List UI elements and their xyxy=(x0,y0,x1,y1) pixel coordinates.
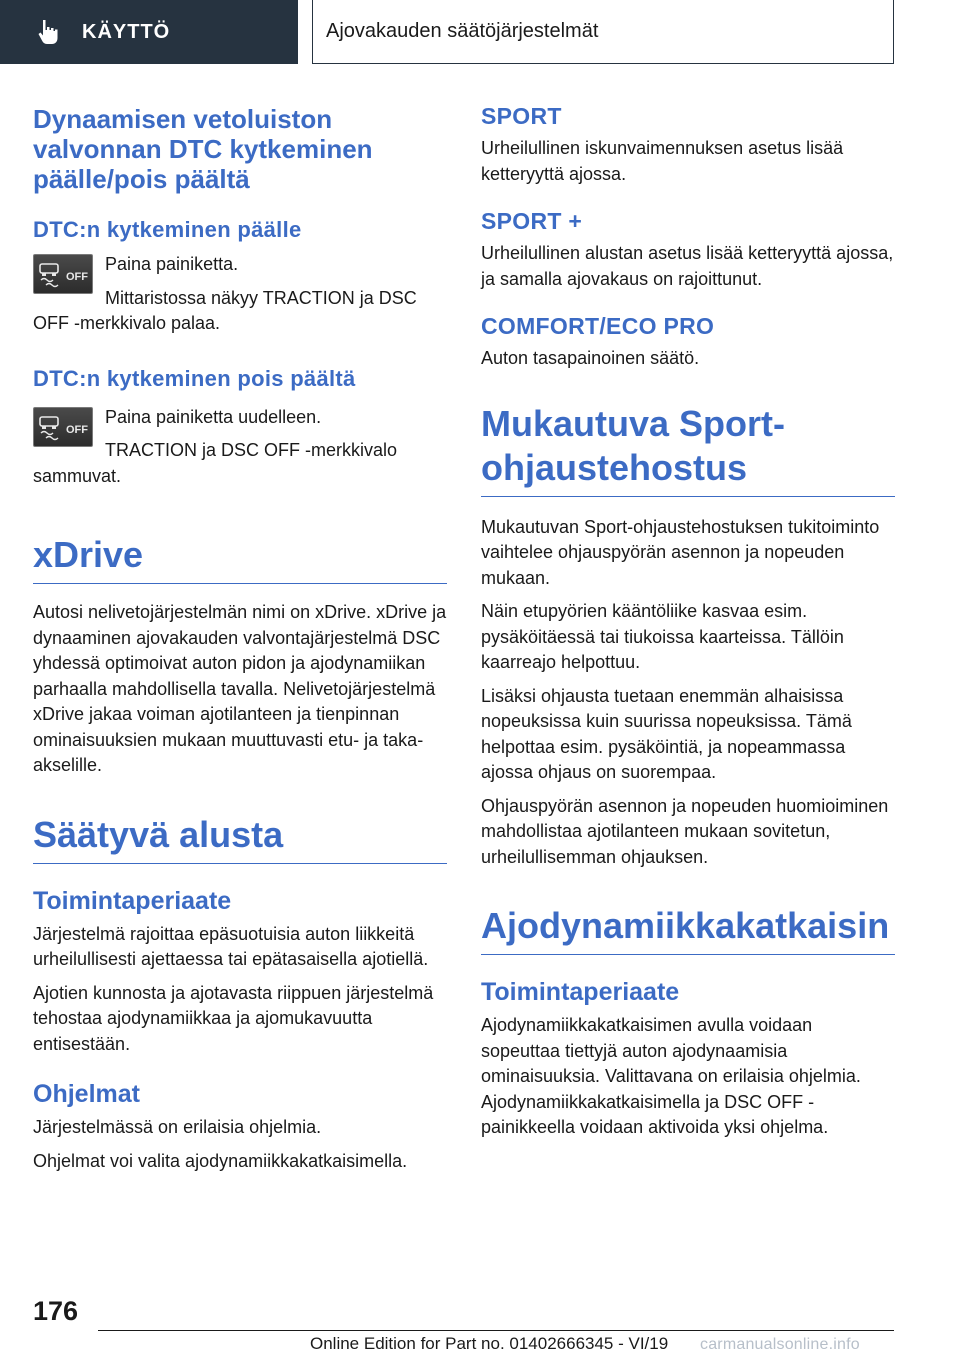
icon-off-text: OFF xyxy=(66,271,88,283)
switch-heading: Ajodynamiikkakatkaisin xyxy=(481,904,895,955)
alusta-heading: Säätyvä alusta xyxy=(33,813,447,864)
chapter-title: Ajovakauden säätöjärjestelmät xyxy=(326,20,599,42)
principle-p2: Ajotien kunnosta ja ajotavasta riippuen järjestelmä tehostaa ajodynamiikkaa ja ajomukavuutta entisestään. xyxy=(33,982,434,1054)
footer-divider xyxy=(98,1330,894,1331)
watermark: carmanualsonline.info xyxy=(700,1336,860,1353)
steering-p4: Ohjauspyörän asennon ja nopeuden huomioiminen mahdollistaa ajotilanteen mukaan sovitetun, urheilullisemman ohjauksen. xyxy=(481,795,889,867)
hand-pointer-icon xyxy=(34,17,64,47)
programs-p2: Ohjelmat voi valita ajodynamiikkakatkaisimella. xyxy=(33,1150,408,1171)
section-label: KÄYTTÖ xyxy=(82,20,171,43)
section-tab xyxy=(0,0,298,64)
programs-p1: Järjestelmässä on erilaisia ohjelmia. xyxy=(33,1117,322,1137)
dtc-on-heading: DTC:n kytkeminen päälle xyxy=(33,217,302,242)
steering-p1: Mukautuvan Sport-ohjaustehostuksen tukitoiminto vaihtelee ohjauspyörän asennon ja nopeuden mukaan. xyxy=(481,516,880,588)
steering-p2: Näin etupyörien kääntöliike kasvaa esim. pysäköitäessä tai tiukoissa kaarteissa. Tällöin kaarreajo helpottuu. xyxy=(481,601,844,672)
programs-heading: Ohjelmat xyxy=(33,1080,140,1108)
dtc-off-p1: Paina painiketta uudelleen. xyxy=(105,406,322,427)
dtc-on-p2-start: Mittaristossa näkyy TRACTION ja DSC xyxy=(105,287,417,308)
comfort-paragraph: Auton tasapainoinen säätö. xyxy=(481,348,700,368)
sport-paragraph: Urheilullinen iskunvaimennuksen asetus lisää ketteryyttä ajossa. xyxy=(481,138,844,184)
comfort-heading: COMFORT/ECO PRO xyxy=(481,313,715,339)
dtc-on-p1: Paina painiketta. xyxy=(105,254,239,274)
dtc-on-p2-end: OFF -merkkivalo palaa. xyxy=(33,313,221,333)
principle-p1: Järjestelmä rajoittaa epäsuotuisia auton liikkeitä urheilullisesti ajettaessa tai epätasaisella ajotiellä. xyxy=(33,923,429,969)
icon-off-text: OFF xyxy=(66,423,88,436)
dtc-off-p2-end: sammuvat. xyxy=(33,465,122,486)
steering-p3: Lisäksi ohjausta tuetaan enemmän alhaisissa nopeuksissa kuin suurissa nopeuksissa. Tämä helpottaa esim. pysäköintiä, ja nopeammassa ajossa ohjaus on suorempaa. xyxy=(481,685,852,782)
xdrive-heading: xDrive xyxy=(33,533,447,584)
dtc-on-block xyxy=(33,252,447,337)
skid-car-icon xyxy=(34,255,94,295)
chapter-header xyxy=(312,0,894,64)
sport-heading: SPORT xyxy=(481,103,562,129)
xdrive-paragraph: Autosi nelivetojärjestelmän nimi on xDrive. xDrive ja dynaaminen ajovakauden valvontajärjestelmä DSC yhdessä optimoivat auton pidon ja ajodynamiikan parhaalla mahdollisella tavalla. Nelivetojärjestelmä xDrive jakaa voiman ajotilanteen ja tienpinnan ominaisuuksien mukaan muuttuvasti etu- ja taka-akselille. xyxy=(33,602,447,775)
sportplus-heading: SPORT + xyxy=(481,208,583,234)
page-number: 176 xyxy=(33,1296,79,1326)
steering-heading: Mukautuva Sport-ohjaustehostus xyxy=(481,402,895,497)
switch-principle-heading: Toimintaperiaate xyxy=(481,978,680,1006)
left-column xyxy=(33,98,447,1174)
skid-car-icon xyxy=(34,408,94,448)
dtc-off-button-icon xyxy=(33,407,93,447)
edition-text: Online Edition for Part no. 01402666345 - VI/19 xyxy=(310,1334,669,1353)
dtc-title: Dynaamisen vetoluiston valvonnan DTC kytkeminen päälle/pois päältä xyxy=(33,104,373,194)
sportplus-paragraph: Urheilullinen alustan asetus lisää ketteryyttä ajossa, ja samalla ajovakaus on rajoittunut. xyxy=(481,243,894,289)
dtc-off-block xyxy=(33,405,447,490)
switch-paragraph: Ajodynamiikkakatkaisimen avulla voidaan sopeuttaa tiettyjä auton ajodynaamisia ominaisuuksia. Valittavana on erilaisia ohjelmia. Ajodynamiikkakatkaisimella ja DSC OFF -painikkeella voidaan aktivoida yksi ohjelma. xyxy=(481,1015,861,1137)
dtc-off-heading: DTC:n kytkeminen pois päältä xyxy=(33,365,356,391)
principle-heading: Toimintaperiaate xyxy=(33,886,232,915)
right-column xyxy=(481,98,895,1141)
dtc-off-button-icon xyxy=(33,254,93,294)
dtc-off-p2-start: TRACTION ja DSC OFF -merkkivalo xyxy=(105,440,398,460)
